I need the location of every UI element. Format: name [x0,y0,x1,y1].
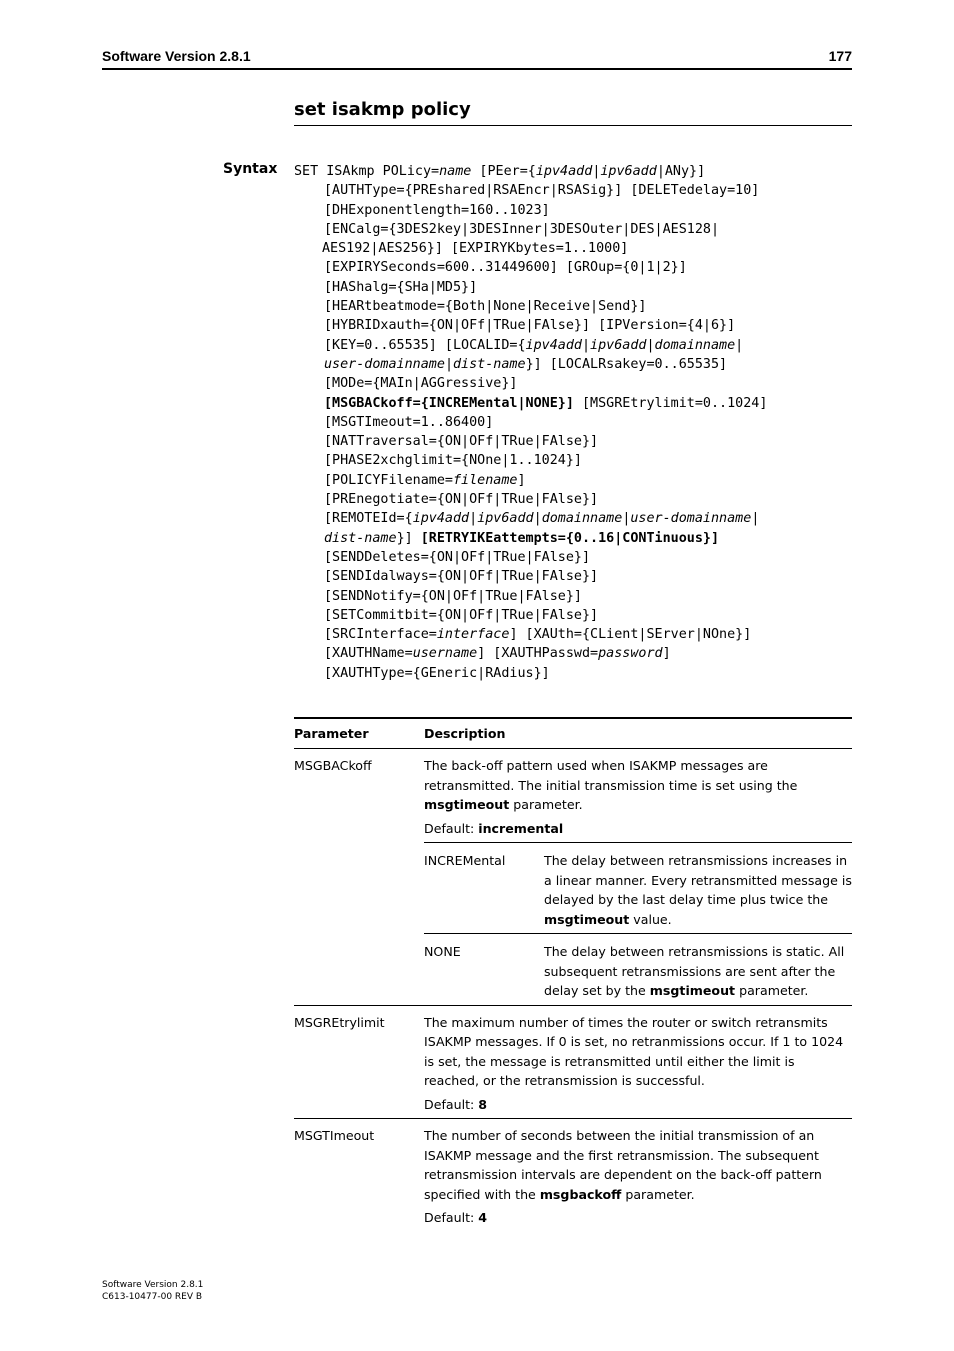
syntax-token: }] [LOCALRsakey=0..65535] [525,356,728,372]
syntax-line [294,490,854,509]
header-version: Software Version 2.8.1 [102,48,251,64]
syntax-token: [REMOTEId={ [324,511,413,527]
table-row [294,1006,852,1120]
option-description: The delay between retransmissions increases in a linear manner. Every retransmitted message is delayed by the last delay time plus twice the msgtimeout value. [544,853,852,927]
footer-doc-code: C613-10477-00 REV B [102,1292,203,1302]
option-row [424,933,852,1005]
syntax-line [294,587,854,606]
syntax-token: [HYBRIDxauth={ON|OFf|TRue|FAlse}] [IPVersion={4|6}] [324,318,736,334]
syntax-line [294,258,854,277]
syntax-token: [SRCInterface= [324,627,437,643]
syntax-line [294,413,854,432]
syntax-token: [ENCalg={3DES2key|3DESInner|3DESOuter|DES|AES128| [324,221,720,237]
param-default: Default: 8 [424,1096,488,1112]
syntax-token: dist-name [324,530,397,546]
syntax-token: [HEARtbeatmode={Both|None|Receive|Send}] [324,299,647,315]
syntax-line [294,664,854,683]
table-header [294,719,852,749]
param-description: The back-off pattern used when ISAKMP messages are retransmitted. The initial transmission time is set using the msgtimeout parameter. [424,758,798,812]
syntax-token: [MODe={MAIn|AGGressive}] [324,376,518,392]
syntax-token: ipv4add [412,511,470,527]
syntax-line [294,548,854,567]
syntax-line [294,278,854,297]
param-description: The maximum number of times the router or switch retransmits ISAKMP messages. If 0 is set, no retranmissions occur. If 1 to 1024 is set, the message is retransmitted until either the limit is reached, or the retransmission is successful. [424,1014,844,1088]
syntax-token: [MSGBACkoff={INCREMental|NONE}] [324,395,574,411]
col-parameter: Parameter [294,726,369,741]
syntax-line [294,162,854,181]
section-title: set isakmp policy [294,99,852,126]
syntax-token: [NATTraversal={ON|OFf|TRue|FAlse}] [324,434,599,450]
syntax-token: [POLICYFilename= [324,472,453,488]
syntax-token: dist-name [453,356,526,372]
syntax-token: ] [XAUTHPasswd= [477,646,599,662]
syntax-token: }] [396,530,421,546]
syntax-line [294,394,854,413]
syntax-token: | [444,356,453,372]
syntax-token: | [751,511,760,527]
page-header [102,47,852,70]
syntax-line [294,355,854,374]
syntax-line [294,451,854,470]
syntax-token: ipv6add [600,164,657,179]
syntax-token: [PHASE2xchglimit={NOne|1..1024}] [324,453,582,469]
syntax-token: | [592,164,601,179]
syntax-token: password [598,646,663,662]
syntax-token: [SENDIdalways={ON|OFf|TRue|FAlse}] [324,569,599,585]
syntax-token: [PREnegotiate={ON|OFf|TRue|FAlse}] [324,492,599,508]
syntax-token: domainname [654,337,736,353]
syntax-line [294,201,854,220]
syntax-label: Syntax [223,161,278,177]
syntax-token: [XAUTHName= [324,646,413,662]
syntax-token: ipv6add [590,337,647,353]
syntax-token: [MSGTImeout=1..86400] [324,414,494,430]
syntax-token: [DHExponentlength=160..1023] [324,202,550,218]
syntax-token: |ANy}] [656,164,706,179]
page-footer [102,1279,203,1303]
syntax-token: [SETCommitbit={ON|OFf|TRue|FAlse}] [324,607,599,623]
syntax-token: | [735,337,744,353]
param-default: Default: 4 [424,1210,488,1225]
syntax-token: ipv6add [477,511,534,527]
syntax-line [294,181,854,200]
syntax-token: [MSGREtrylimit=0..1024] [573,395,768,411]
syntax-line [294,220,854,239]
param-name: MSGBACkoff [294,758,372,773]
option-description: The delay between retransmissions is static. All subsequent retransmissions are sent after the delay set by the msgtimeout parameter. [544,944,845,998]
syntax-token: | [581,337,591,353]
param-description: The number of seconds between the initial transmission of an ISAKMP message and the first retransmission. The subsequent retransmission intervals are dependent on the back-off pattern specified with the msgbackoff parameter. [424,1128,822,1202]
param-name: MSGREtrylimit [294,1014,385,1030]
syntax-token: [SENDDeletes={ON|OFf|TRue|FAlse}] [324,549,591,565]
syntax-token: user-domainname [630,511,752,527]
syntax-line [294,336,854,355]
syntax-token: [XAUTHType={GEneric|RAdius}] [324,665,550,681]
syntax-token: filename [453,472,518,488]
syntax-token: user-domainname [324,356,445,372]
syntax-token: AES192|AES256}] [EXPIRYKbytes=1..1000] [322,241,629,257]
syntax-token: username [412,646,478,662]
syntax-line [294,567,854,586]
syntax-token: [SENDNotify={ON|OFf|TRue|FAlse}] [324,588,582,604]
syntax-line [294,374,854,393]
param-default: Default: incremental [424,820,564,836]
syntax-token: [AUTHType={PREshared|RSAEncr|RSASig}] [DELETedelay=10] [324,183,760,199]
syntax-block [294,162,854,683]
syntax-line [294,644,854,663]
option-name: INCREMental [424,853,506,868]
syntax-line [294,297,854,316]
page-number: 177 [828,48,852,64]
footer-version: Software Version 2.8.1 [102,1280,204,1290]
syntax-line [294,239,854,258]
param-name: MSGTImeout [294,1128,375,1143]
syntax-token: | [533,511,542,527]
syntax-token: ipv4add [535,164,593,179]
syntax-line [294,471,854,490]
syntax-line [294,316,854,335]
syntax-token: [HAShalg={SHa|MD5}] [324,279,478,295]
syntax-token: ipv4add [525,337,582,353]
parameter-table [294,717,852,1232]
table-row [294,1119,852,1232]
syntax-token: | [622,511,631,527]
syntax-token: [KEY=0..65535] [LOCALID={ [324,337,526,353]
syntax-line [294,606,854,625]
syntax-token: | [469,511,478,527]
syntax-token: SET ISAkmp POLicy= [294,164,440,179]
syntax-line [294,625,854,644]
syntax-token: ] [XAUth={CLient|SErver|NOne}] [509,627,752,643]
syntax-token: ] [517,472,526,488]
syntax-token: domainname [541,511,623,527]
syntax-token: | [646,337,655,353]
syntax-line [294,509,854,528]
syntax-token: name [439,164,472,179]
col-description: Description [424,726,506,741]
option-name: NONE [424,944,461,959]
syntax-token: interface [436,627,510,643]
syntax-token: [EXPIRYSeconds=600..31449600] [GROup={0|1|2}] [324,260,687,276]
table-row [294,749,852,1006]
syntax-token: [RETRYIKEattempts={0..16|CONTinuous}] [420,530,720,546]
syntax-line [294,529,854,548]
syntax-token: ] [662,646,671,662]
syntax-token: [PEer={ [471,164,536,179]
syntax-line [294,432,854,451]
option-row [424,842,852,933]
